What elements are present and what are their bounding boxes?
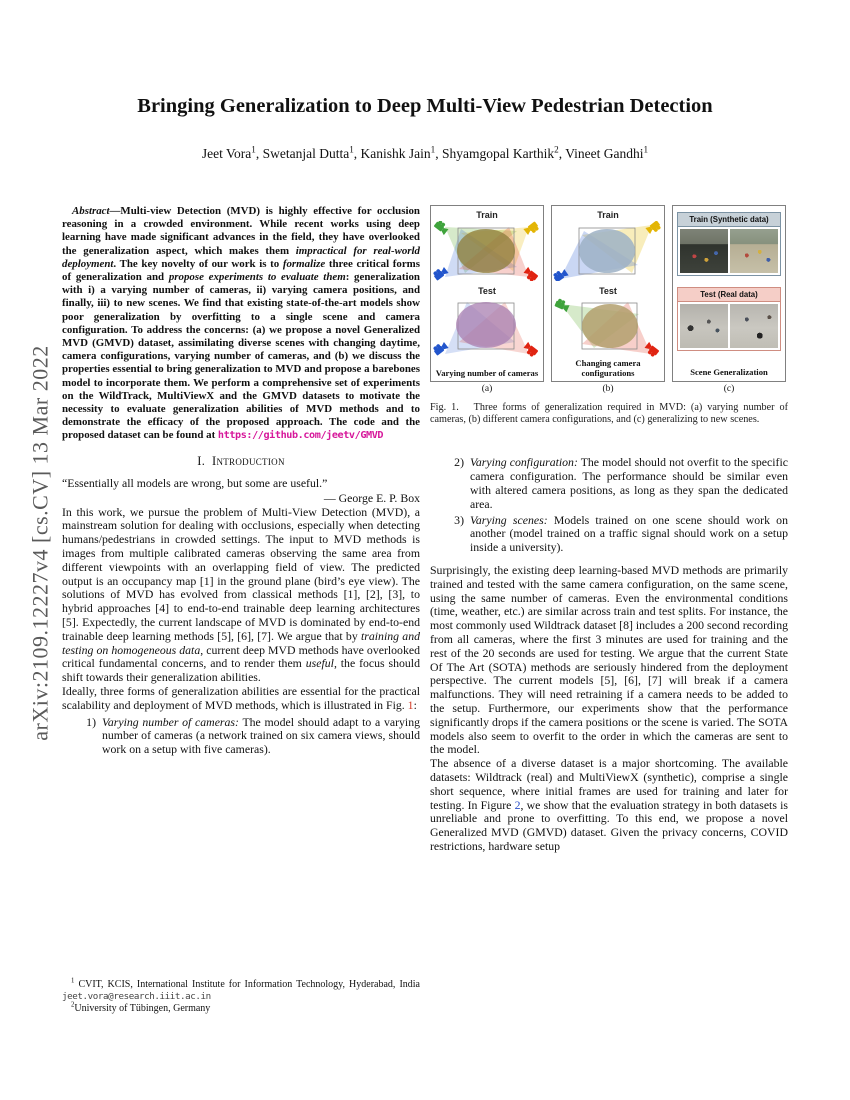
footnotes <box>62 979 420 1016</box>
list-item-1 <box>62 716 420 757</box>
text-segment: : <box>413 697 417 712</box>
epigraph-attribution: — George E. P. Box <box>323 490 420 505</box>
text-segment: The absence of a diverse dataset is a major shortcoming. The available datasets: Wildtrack (real) and MultiViewX (synthetic), comprise a single short sequence, where initial frames are used for training and later for testing. In Figure <box>430 756 788 812</box>
list-item-1-text <box>102 716 420 757</box>
list-item-2-text <box>470 456 788 511</box>
text-segment: jeet.vora@research.iiit.ac.in <box>62 991 211 1003</box>
panel-b-caption: Changing camera configurations <box>575 358 641 378</box>
text-segment: 1 <box>643 144 649 155</box>
generalization-list-right <box>430 456 788 555</box>
text-segment: , we show that the evaluation strategy in both datasets is unreliable and prone to overfitting. To this end, we propose a novel Generalized MVD (GMVD) dataset. Given the privacy concerns, COVID restrictions, hardware setup <box>430 797 788 853</box>
panel-b-train-label: Train <box>597 210 619 220</box>
intro-paragraph-2 <box>62 685 420 713</box>
text-segment: The model should not overfit to the specific camera configuration. The performance should be similar even with altered camera positions, as long as they span the dedicated area. <box>470 455 788 511</box>
text-segment: I. <box>197 453 212 468</box>
panel-a-test-label: Test <box>478 286 496 296</box>
list-item-3-text <box>470 514 788 555</box>
text-segment: Models trained on one scene should work on another (model trained on a traffic signal should work on a setup inside a university). <box>470 512 788 555</box>
figure-panel-c <box>672 205 786 382</box>
panel-a-test-diagram <box>432 298 542 358</box>
right-column <box>430 205 788 854</box>
text-segment: , Shyamgopal Karthik <box>435 146 555 161</box>
synthetic-scene-image-1 <box>680 229 728 273</box>
camera-icon <box>432 265 449 281</box>
text-segment: University of Tübingen, Germany <box>74 1003 211 1015</box>
sub-label-c: (c) <box>723 384 735 394</box>
text-segment: Surprisingly, the existing deep learning-based MVD methods are primarily trained and tested with the same camera configuration, on the same scene, using the same number of cameras. Even the environmental conditions (time, weather, etc.) are similar across train and test splits. For instance, the most commonly used Wildtrack dataset [8] includes a 200 second recording from all cameras, where the first 3 minutes are used for training and the rest of the 20 seconds are used for testing. We argue that the current State Of The Art (SOTA) methods are seriously hindered from the deployment perspective. The current models [5], [6], [7] will break if a camera malfunctions. They will need retraining if a camera needs to be added to the setup. Furthermore, our experiments show that the performance significantly drops if the camera positions or the scene is varied. The SOTA models also seem to overfit to the order in which the cameras are sent to the model. <box>430 562 788 757</box>
authors-line <box>0 146 850 162</box>
camera-icon <box>432 340 449 356</box>
figure-sub-labels <box>430 384 788 394</box>
panel-c-train-box <box>677 212 781 276</box>
text-segment: 1 <box>71 977 75 985</box>
text-segment: In this work, we pursue the problem of Multi-View Detection (MVD), a mainstream solution for dealing with occlusions, especially when detecting humans/pedestrians in crowded settings. The input to MVD methods is images from multiple calibrated cameras observing the same area from different viewpoints with an overlapping field of view. The predicted output is an occupancy map [1] in the ground plane (bird’s eye view). The solutions of MVD has evolved from classical methods [1], [2], [3], to hybrid approaches [4] to end-to-end trainable deep learning architectures [5]. Expectedly, the current landscape of MVD is dominated by end-to-end trainable deep learning methods [5], [6], [7]. We argue that by <box>62 504 420 643</box>
list-item-3-number: 3) <box>454 512 464 527</box>
list-item-3 <box>430 514 788 555</box>
panel-b-test-label: Test <box>599 286 617 296</box>
text-segment: , Kanishk Jain <box>353 146 431 161</box>
panel-c-train-header: Train (Synthetic data) <box>678 213 780 227</box>
footnote-2 <box>62 1003 420 1015</box>
text-segment: Ideally, three forms of generalization abilities are essential for the practical scalability and deployment of MVD methods, which is illustrated in Fig. <box>62 684 420 712</box>
intro-paragraph-4 <box>430 757 788 854</box>
epigraph-quote: “Essentially all models are wrong, but some are useful.” <box>62 475 328 490</box>
text-segment: propose experiments to evaluate them <box>168 271 346 284</box>
real-scene-image-2 <box>730 304 778 348</box>
left-column <box>62 205 420 759</box>
text-segment: , current deep MVD methods have overlooked critical fundamental concerns, and to render them <box>62 642 420 671</box>
text-segment: The model should adapt to a varying number of cameras (a network trained on six camera views, should work on a setup with five cameras). <box>102 714 420 757</box>
text-segment: Varying configuration: <box>470 455 578 470</box>
text-segment: , Vineet Gandhi <box>558 146 644 161</box>
abstract-text <box>62 205 420 443</box>
text-segment: 1 <box>251 144 256 155</box>
text-segment: three critical forms of generalization and <box>62 257 420 284</box>
text-segment: Abstract <box>72 205 110 217</box>
text-segment: Varying scenes: <box>470 512 548 527</box>
panel-a-train-label: Train <box>476 210 498 220</box>
text-segment: useful <box>305 656 334 671</box>
panel-c-test-images <box>678 302 780 350</box>
panel-c-test-header: Test (Real data) <box>678 288 780 302</box>
figure-1 <box>430 205 788 426</box>
inline-link[interactable]: https://github.com/jeetv/GMVD <box>217 430 384 442</box>
synthetic-scene-image-2 <box>730 229 778 273</box>
list-item-2-number: 2) <box>454 455 464 470</box>
arxiv-identifier: arXiv:2109.12227v4 [cs.CV] 13 Mar 2022 <box>27 345 53 741</box>
inline-link[interactable]: 1 <box>407 697 414 712</box>
real-scene-image-1 <box>680 304 728 348</box>
text-segment: 2 <box>554 144 559 155</box>
text-segment: 1 <box>349 144 354 155</box>
panel-c-test-box <box>677 287 781 351</box>
generalization-list-left <box>62 716 420 757</box>
panel-c-train-images <box>678 227 780 275</box>
text-segment: —Multi-view Detection (MVD) is highly effective for occlusion reasoning in a crowded environment. While recent works using deep learning have made significant advances in the field, they have overlooked the generalization aspect, which makes them <box>62 205 420 257</box>
text-segment: : generalization with i) a varying number of cameras, ii) varying camera positions, and finally, iii) to new scenes. We find that existing state-of-the-art models show poor generalization by overfitting to a single scene and camera configuration. To address the concerns: (a) we propose a novel Generalized MVD (GMVD) dataset, assimilating diverse scenes with changing daytime, camera configurations, varying number of cameras, and (b) we discuss the properties essential to bring generalization to MVD and propose a barebones model to incorporate them. We perform a comprehensive set of experiments on the WildTrack, MultiViewX and the GMVD datasets to motivate the necessity to evaluate generalization abilities of MVD methods and to demonstrate the efficacy of the proposed approach. The code and the proposed dataset can be found at <box>62 271 420 442</box>
sub-label-a: (a) <box>481 384 493 394</box>
text-segment: . The key novelty of our work is to <box>113 257 283 270</box>
text-segment: formalize <box>282 257 326 270</box>
panel-b-train-diagram <box>553 221 663 281</box>
text-segment: impractical for real-world deployment <box>62 244 420 270</box>
page-title: Bringing Generalization to Deep Multi-View Pedestrian Detection <box>137 95 713 117</box>
list-item-1-number: 1) <box>86 714 96 729</box>
panel-a-caption: Varying number of cameras <box>435 368 539 378</box>
footnote-1 <box>62 979 420 1003</box>
text-segment: training and testing on homogeneous data <box>62 628 420 657</box>
intro-paragraph-3 <box>430 564 788 757</box>
panel-a-train-diagram <box>432 221 542 281</box>
section-heading-introduction <box>62 454 420 469</box>
figure-panel-b <box>551 205 665 382</box>
intro-paragraph-1 <box>62 506 420 685</box>
text-segment: 1 <box>430 144 436 155</box>
panel-c-caption: Scene Generalization <box>690 367 768 377</box>
text-segment: Jeet Vora <box>201 146 252 161</box>
text-segment: Introduction <box>211 453 285 468</box>
text-segment: Varying number of cameras: <box>102 714 239 729</box>
text-segment: 2 <box>71 1002 75 1010</box>
figure-1-panels <box>430 205 788 382</box>
inline-link[interactable]: 2 <box>514 797 521 812</box>
panel-b-test-diagram <box>553 298 663 358</box>
text-segment: , Swetanjal Dutta <box>255 146 350 161</box>
sub-label-b: (b) <box>602 384 614 394</box>
figure-panel-a <box>430 205 544 382</box>
text-segment: CVIT, KCIS, International Institute for Information Technology, Hyderabad, India <box>74 979 420 990</box>
text-segment: , the focus should shift towards their generalization abilities. <box>62 656 420 685</box>
figure-1-caption: Fig. 1. Three forms of generalization required in MVD: (a) varying number of cameras, (b) different camera configurations, and (c) generalizing to new scenes. <box>430 402 788 426</box>
list-item-2 <box>430 456 788 511</box>
